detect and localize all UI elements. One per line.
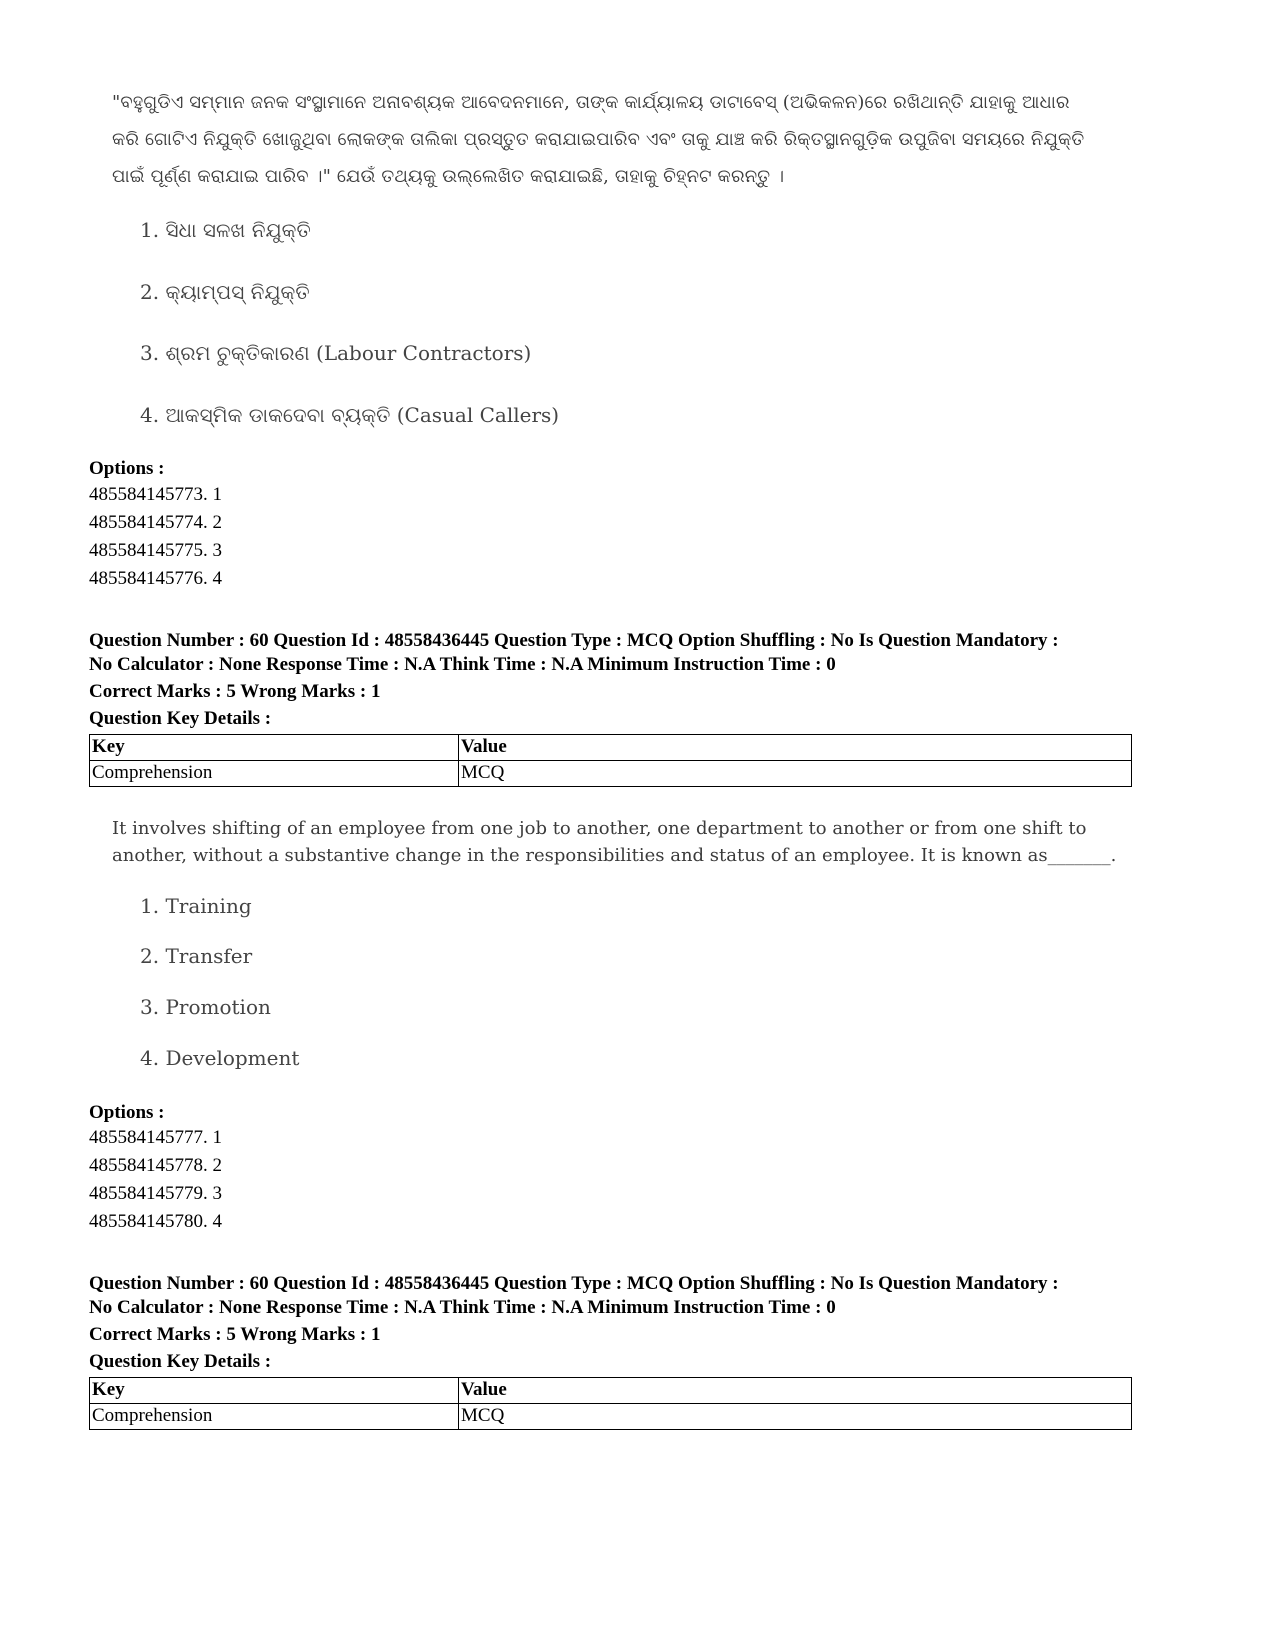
options-label: Options :: [89, 458, 165, 479]
options-list: [89, 481, 222, 593]
marks-line: Correct Marks : 5 Wrong Marks : 1: [89, 681, 381, 702]
odia-choice-3: 3. ଶ୍ରମ ଚୁକ୍ତିକାରଣ (Labour Contractors): [140, 341, 532, 365]
table-cell-value: MCQ: [459, 761, 1132, 787]
odia-choice-1: 1. ସିଧା ସଳଖ ନିଯୁକ୍ତି: [140, 218, 311, 242]
option-id-3: 485584145779. 3: [89, 1183, 222, 1204]
question-meta: [89, 629, 1149, 677]
table-cell-key: Comprehension: [90, 1404, 459, 1430]
options-label: Options :: [89, 1102, 165, 1123]
table-row: [90, 1404, 1132, 1430]
option-id-4: 485584145780. 4: [89, 1211, 222, 1232]
key-details-table: [89, 1377, 1132, 1430]
table-header-row: [90, 735, 1132, 761]
key-details-label: Question Key Details :: [89, 1351, 272, 1372]
marks-line: Correct Marks : 5 Wrong Marks : 1: [89, 1324, 381, 1345]
choice-1: 1. Training: [140, 894, 252, 918]
question-meta-line-1: Question Number : 60 Question Id : 48558436445 Question Type : MCQ Option Shuffling : No Is Question Mandatory :: [89, 1273, 1059, 1294]
table-cell-value: MCQ: [459, 1404, 1132, 1430]
odia-question-text: "ବହୁଗୁଡିଏ ସମ୍ମାନ ଜନକ ସଂସ୍ଥାମାନେ ଅନାବଶ୍ୟକ ଆବେଦନମାନେ, ତାଙ୍କ କାର୍ଯ୍ୟାଳୟ ଡାଟାବେସ୍ (ଅଭିକଳନ)ରେ ରଖିଥାନ୍ତି ଯାହାକୁ ଆଧାର କରି ଗୋଟିଏ ନିଯୁକ୍ତି ଖୋଜୁଥିବା ଲୋକଙ୍କ ତାଲିକା ପ୍ରସ୍ତୁତ କରାଯାଇପାରିବ ଏବଂ ତାକୁ ଯାଞ୍ଚ କରି ରିକ୍ତସ୍ଥାନଗୁଡ଼ିକ ଉପୁଜିବା ସମୟରେ ନିଯୁକ୍ତି ପାଇଁ ପୂର୍ଣ୍ଣ କରାଯାଇ ପାରିବ ।" ଯେଉଁ ତଥ୍ୟକୁ ଉଲ୍ଲେଖିତ କରାଯାଇଛି, ତାହାକୁ ଚିହ୍ନଟ କରନ୍ତୁ ।: [112, 92, 1085, 187]
english-question-text: [112, 815, 1116, 869]
key-details-label: Question Key Details :: [89, 708, 272, 729]
question-meta-line-1: Question Number : 60 Question Id : 48558436445 Question Type : MCQ Option Shuffling : No Is Question Mandatory :: [89, 630, 1059, 651]
odia-choice-4: 4. ଆକସ୍ମିକ ଡାକଦେବା ବ୍ୟକ୍ତି (Casual Callers): [140, 403, 560, 427]
option-id-1: 485584145777. 1: [89, 1127, 222, 1148]
option-id-4: 485584145776. 4: [89, 568, 222, 589]
table-header-key: Key: [90, 1378, 459, 1404]
option-id-3: 485584145775. 3: [89, 540, 222, 561]
options-list: [89, 1124, 222, 1236]
question-meta: [89, 1272, 1149, 1320]
table-header-value: Value: [459, 735, 1132, 761]
choice-3: 3. Promotion: [140, 995, 271, 1019]
table-header-key: Key: [90, 735, 459, 761]
table-cell-key: Comprehension: [90, 761, 459, 787]
table-row: [90, 761, 1132, 787]
table-header-value: Value: [459, 1378, 1132, 1404]
english-question-line-1: It involves shifting of an employee from one job to another, one department to another or from one shift to: [112, 818, 1087, 839]
key-details-table: [89, 734, 1132, 787]
choice-4: 4. Development: [140, 1046, 300, 1070]
english-question-line-2: another, without a substantive change in the responsibilities and status of an employee. It is known as_______.: [112, 845, 1117, 866]
option-id-1: 485584145773. 1: [89, 484, 222, 505]
question-meta-line-2: No Calculator : None Response Time : N.A Think Time : N.A Minimum Instruction Time : 0: [89, 654, 836, 675]
odia-choice-2: 2. କ୍ୟାମ୍ପସ୍ ନିଯୁକ୍ତି: [140, 280, 310, 304]
option-id-2: 485584145778. 2: [89, 1155, 222, 1176]
question-meta-line-2: No Calculator : None Response Time : N.A Think Time : N.A Minimum Instruction Time : 0: [89, 1297, 836, 1318]
choice-2: 2. Transfer: [140, 944, 253, 968]
table-header-row: [90, 1378, 1132, 1404]
option-id-2: 485584145774. 2: [89, 512, 222, 533]
